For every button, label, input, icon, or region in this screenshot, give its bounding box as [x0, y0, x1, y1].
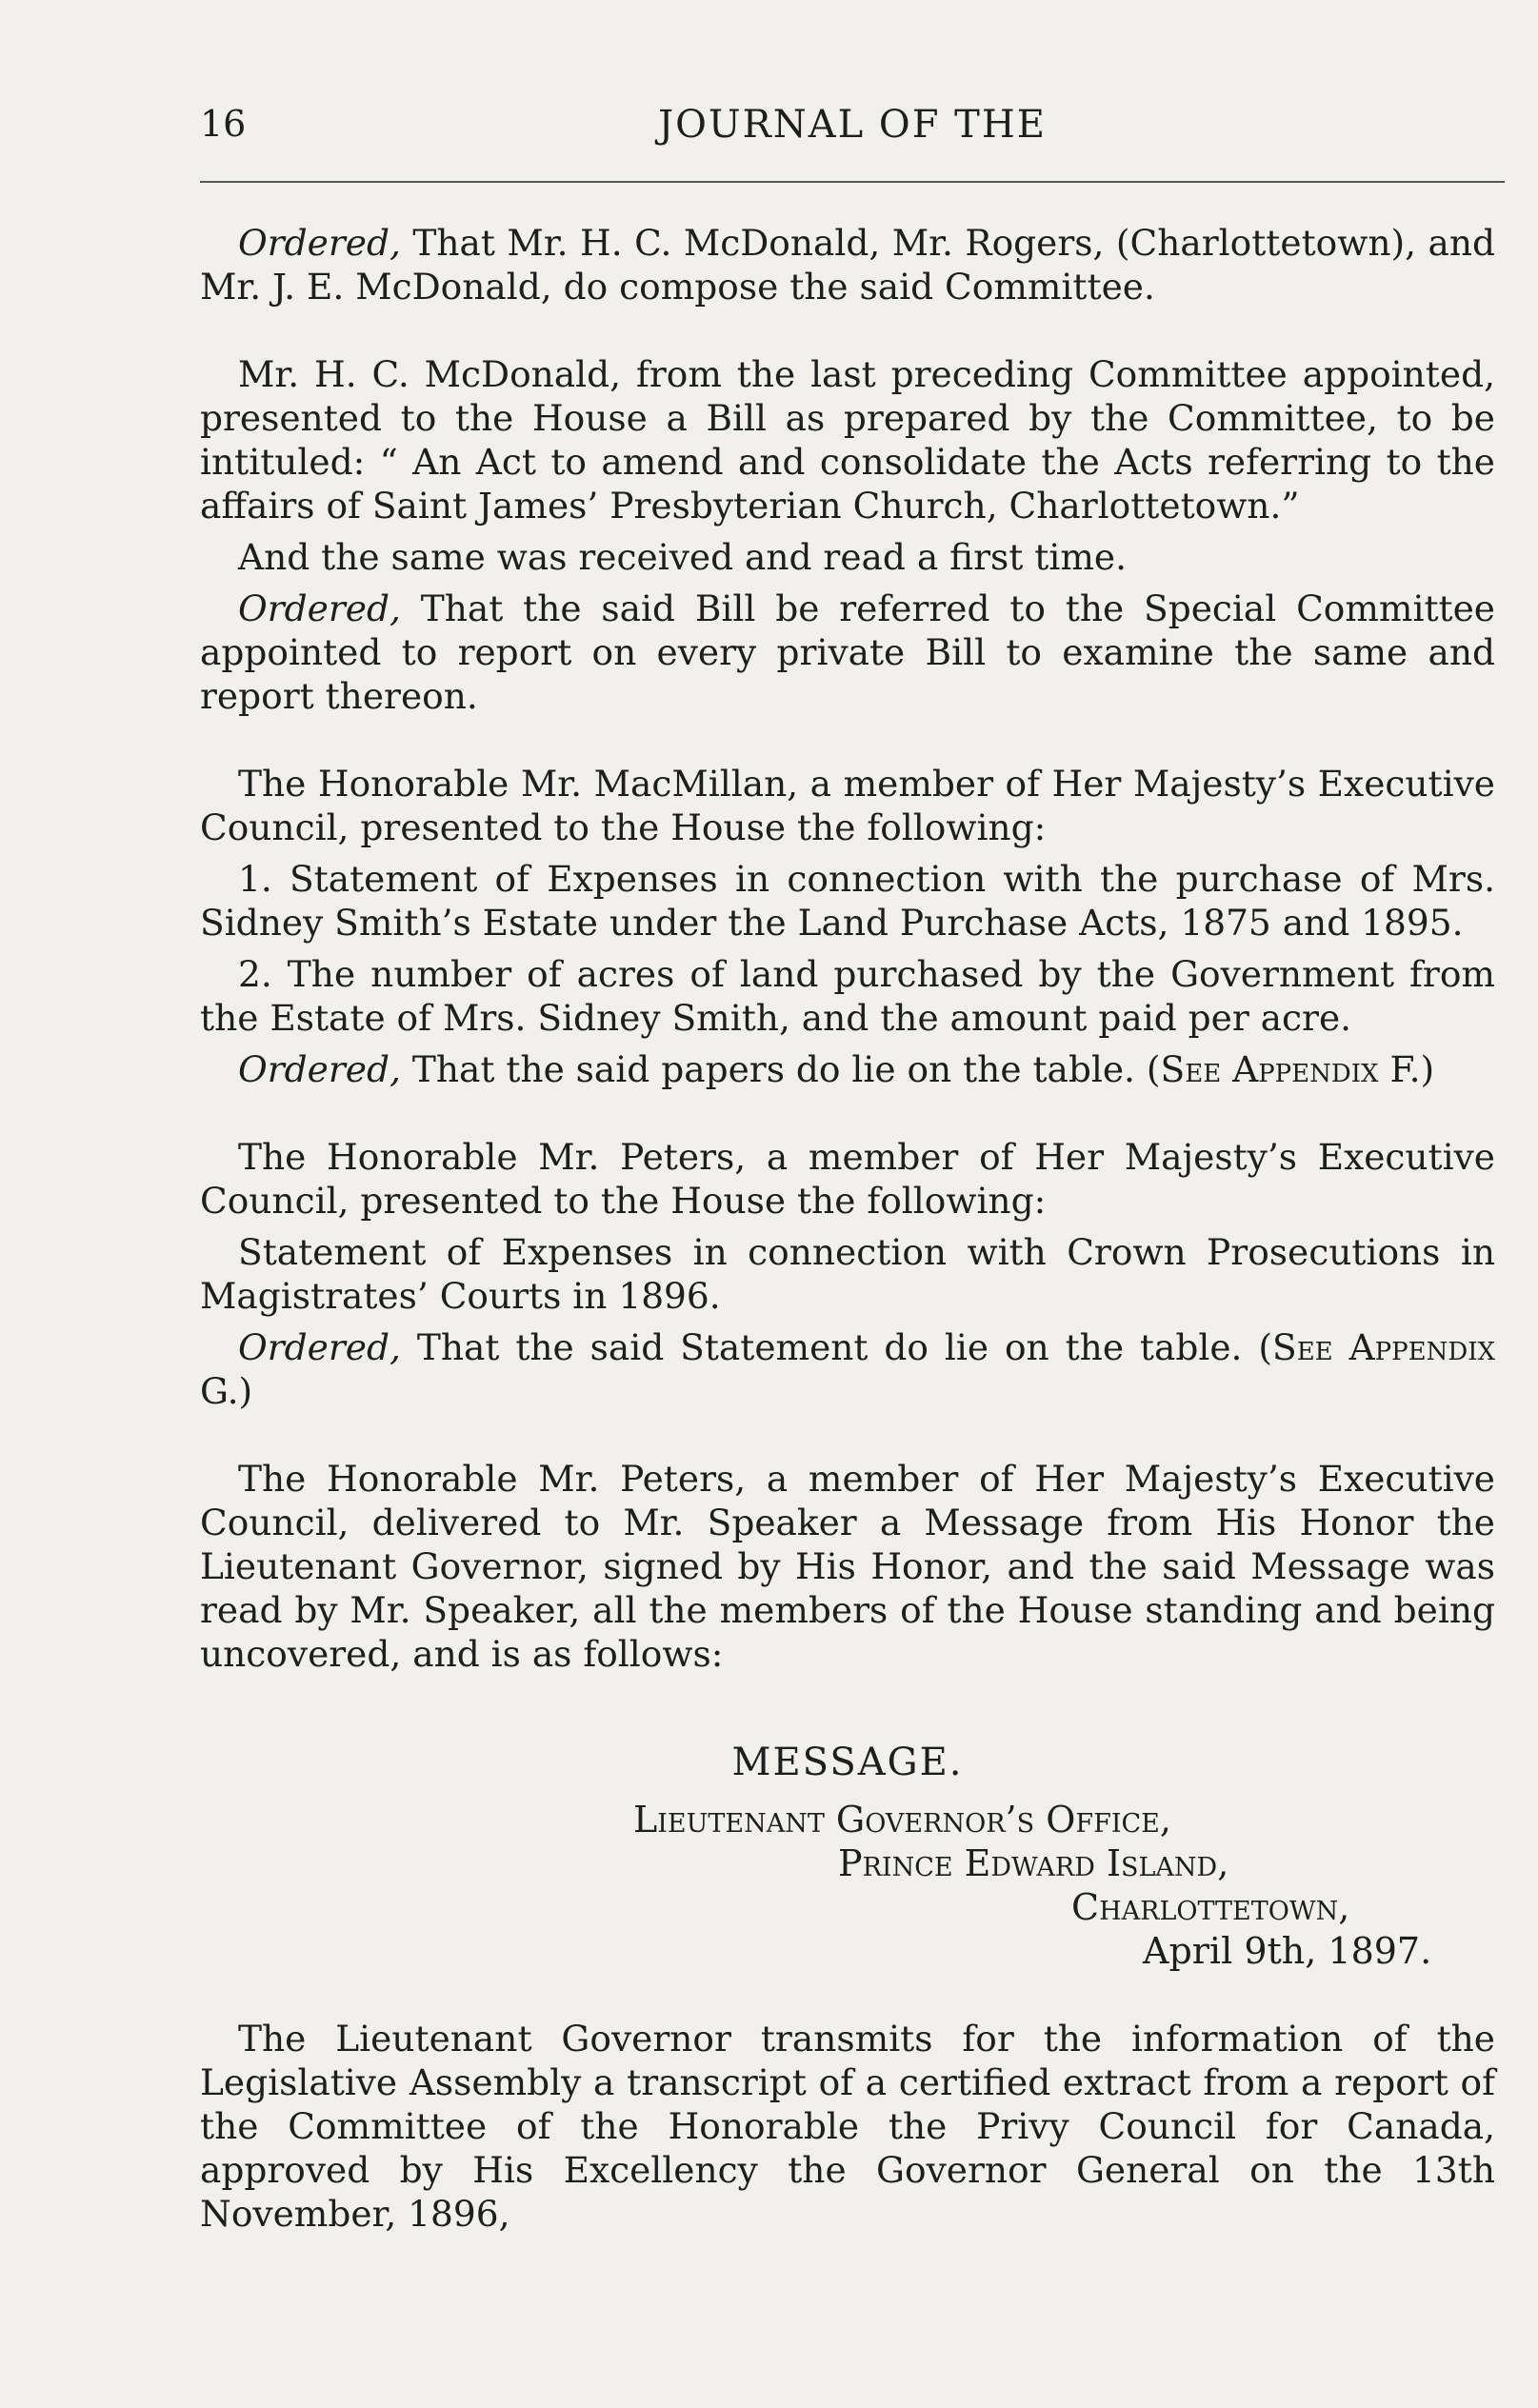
paragraph-macmillan-presented: The Honorable Mr. MacMillan, a member of Her Majesty’s Executive Council, presented to the House the following:	[200, 763, 1495, 848]
appendix-reference: See Appendix	[1160, 1048, 1379, 1090]
running-title: JOURNAL OF THE	[658, 103, 1047, 147]
paragraph-tail: F.)	[1378, 1048, 1435, 1090]
paragraph-statement-lie	[200, 1325, 1495, 1413]
paragraph-papers-lie	[200, 1047, 1495, 1091]
ordered-lead: Ordered,	[238, 1048, 401, 1090]
page-body	[200, 221, 1495, 2236]
page-header	[200, 103, 1505, 160]
paragraph-crown-prosecutions: Statement of Expenses in connection with Crown Prosecutions in Magistrates’ Courts in 1896.	[200, 1231, 1495, 1317]
paragraph-text: That Mr. H. C. McDonald, Mr. Rogers, (Charlottetown), and Mr. J. E. McDonald, do compose the said Committee.	[200, 222, 1495, 308]
paragraph-message-body: The Lieutenant Governor transmits for the information of the Legislative Assembly a transcript of a certified extract from a report of the Committee of the Honorable the Privy Council for Canada, approved by His Excellency the Governor General on the 13th November, 1896,	[200, 2018, 1495, 2235]
ordered-lead: Ordered,	[238, 1326, 401, 1368]
address-line-province: Prince Edward Island,	[838, 1842, 1229, 1884]
paragraph-item-2: 2. The number of acres of land purchased by the Government from the Estate of Mrs. Sidney Smith, and the amount paid per acre.	[200, 953, 1495, 1039]
ordered-lead: Ordered,	[238, 222, 401, 264]
paragraph-text: That the said Bill be referred to the Special Committee appointed to report on every private Bill to examine the same and report thereon.	[200, 587, 1495, 717]
message-address	[200, 1798, 1495, 1973]
paragraph-text: That the said Statement do lie on the table. (	[400, 1326, 1273, 1368]
header-rule	[200, 181, 1505, 183]
message-title: MESSAGE.	[731, 1741, 964, 1784]
paragraph-message-delivered: The Honorable Mr. Peters, a member of Her Majesty’s Executive Council, delivered to Mr. Speaker a Message from His Honor the Lieutenant Governor, signed by His Honor, and the said Message was read by Mr. Speaker, all the members of the House standing and being uncovered, and is as follows:	[200, 1458, 1495, 1675]
paragraph-tail: G.)	[200, 1370, 253, 1412]
paragraph-first-reading: And the same was received and read a first time.	[238, 536, 1128, 578]
paragraph-text: That the said papers do lie on the table. (	[400, 1048, 1161, 1090]
address-line-city: Charlottetown,	[1071, 1886, 1350, 1928]
page-number: 16	[200, 103, 247, 145]
paragraph-bill-referred	[200, 587, 1495, 718]
paragraph-item-1: 1. Statement of Expenses in connection with the purchase of Mrs. Sidney Smith’s Estate under the Land Purchase Acts, 1875 and 1895.	[200, 858, 1495, 944]
appendix-reference: See Appendix	[1272, 1326, 1495, 1368]
paragraph-committee-composition	[200, 221, 1495, 308]
message-date: April 9th, 1897.	[1143, 1930, 1432, 1972]
ordered-lead: Ordered,	[238, 587, 401, 629]
paragraph-bill-presented: Mr. H. C. McDonald, from the last preceding Committee appointed, presented to the House a Bill as prepared by the Committee, to be intituled: “ An Act to amend and consolidate the Acts referring to the affairs of Saint James’ Presbyterian Church, Charlottetown.”	[200, 353, 1495, 527]
address-line-office: Lieutenant Governor’s Office,	[633, 1799, 1171, 1841]
paragraph-peters-presented: The Honorable Mr. Peters, a member of Her Majesty’s Executive Council, presented to the House the following:	[200, 1136, 1495, 1222]
